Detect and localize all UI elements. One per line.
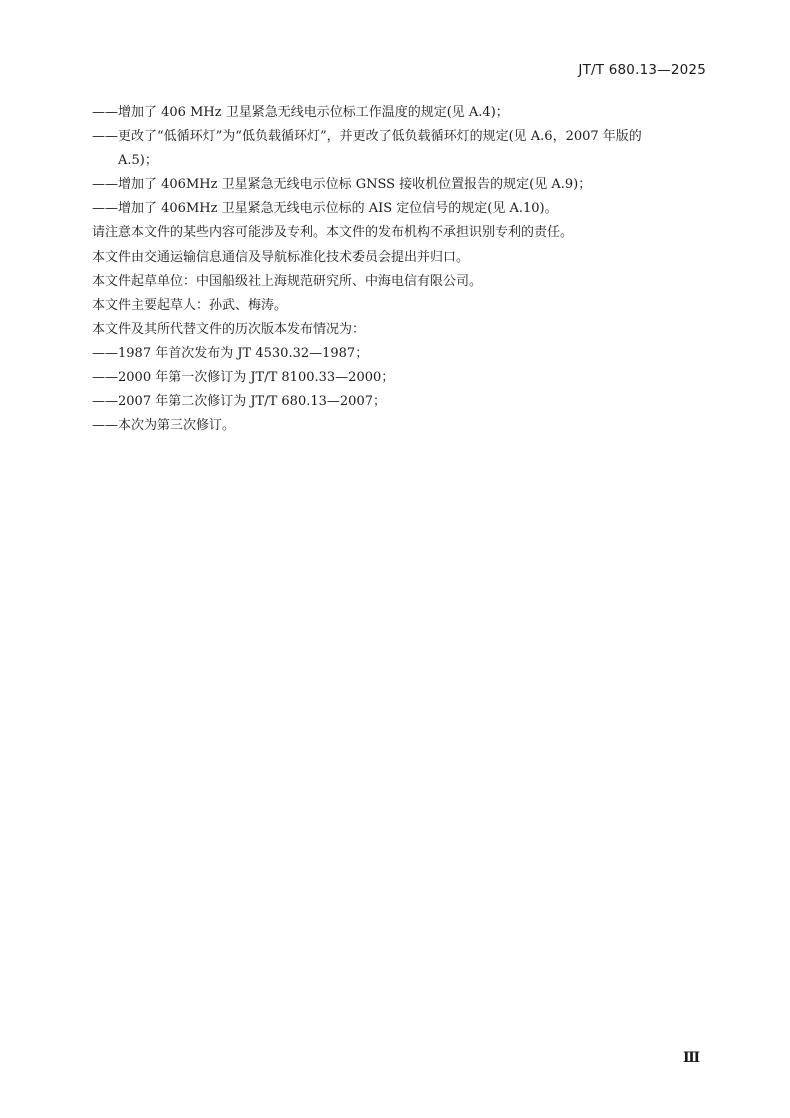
standard-code: JT/T 680.13—2025 (578, 62, 706, 78)
foreword-body (92, 101, 708, 438)
change-item-ais-locating-signal: ——增加了 406MHz 卫星紧急无线电示位标的 AIS 定位信号的规定(见 A.10)。 (92, 201, 558, 217)
patent-notice: 请注意本文件的某些内容可能涉及专利。本文件的发布机构不承担识别专利的责任。 (92, 225, 574, 241)
change-item-low-duty-cycle-light-continued: A.5)； (118, 153, 158, 169)
version-history-item: ——2000 年第一次修订为 JT/T 8100.33—2000； (92, 370, 395, 386)
proposing-committee: 本文件由交通运输信息通信及导航标准化技术委员会提出并归口。 (92, 249, 470, 265)
drafting-organizations: 本文件起草单位：中国船级社上海规范研究所、中海电信有限公司。 (92, 273, 483, 289)
version-history-item: ——2007 年第二次修订为 JT/T 680.13—2007； (92, 394, 386, 410)
page-number: Ⅲ (682, 1050, 700, 1066)
change-item-low-duty-cycle-light: ——更改了“低循环灯”为“低负载循环灯”，并更改了低负载循环灯的规定(见 A.6，2007 年版的 (92, 129, 642, 145)
version-history-intro: 本文件及其所代替文件的历次版本发布情况为： (92, 321, 366, 337)
change-item-gnss-position-report: ——增加了 406MHz 卫星紧急无线电示位标 GNSS 接收机位置报告的规定(见 A.9)； (92, 177, 592, 193)
version-history-item: ——本次为第三次修订。 (92, 418, 236, 434)
change-item-working-temperature: ——增加了 406 MHz 卫星紧急无线电示位标工作温度的规定(见 A.4)； (92, 105, 509, 120)
main-drafters: 本文件主要起草人：孙武、梅涛。 (92, 297, 288, 313)
version-history-item: ——1987 年首次发布为 JT 4530.32—1987； (92, 345, 369, 361)
